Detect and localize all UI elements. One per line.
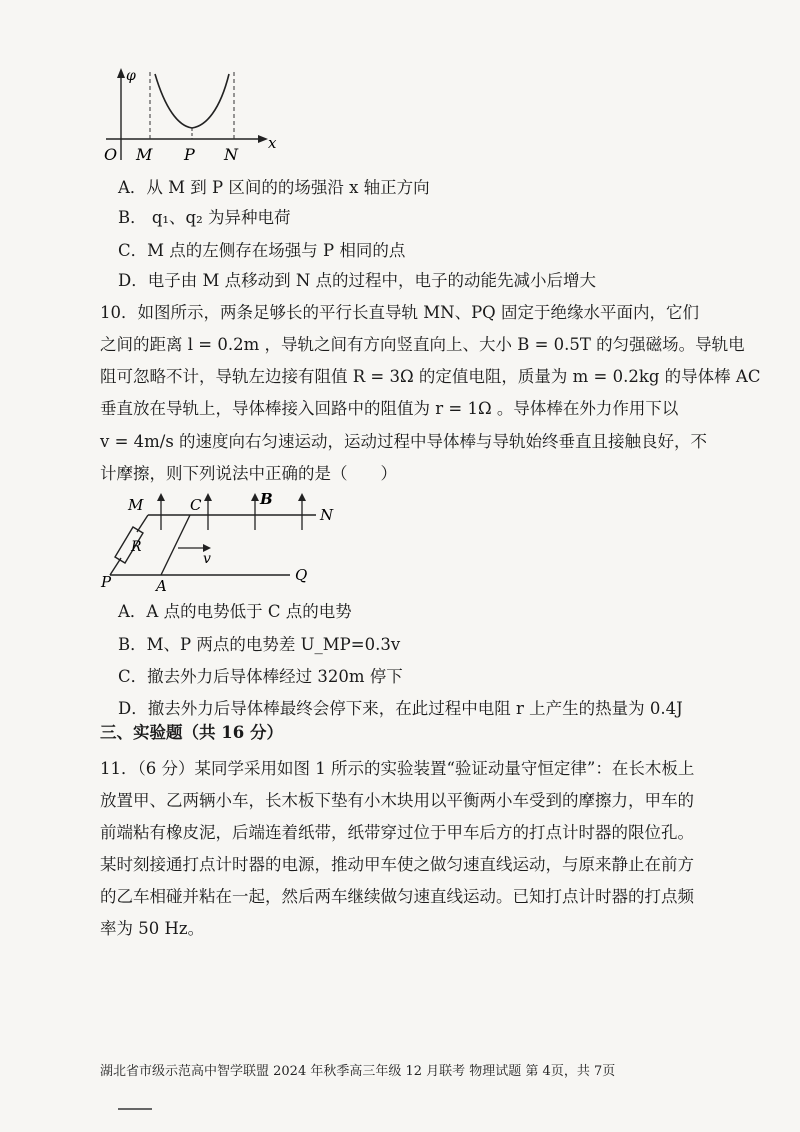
- resistor-lead-bottom: [110, 558, 121, 575]
- potential-curve: [155, 74, 229, 128]
- q11-line-1: 11．（6 分）某同学采用如图 1 所示的实验装置“验证动量守恒定律”：在长木板上: [100, 759, 695, 778]
- label-c: C: [190, 496, 202, 514]
- label-m: M: [128, 496, 144, 514]
- graph-tick-n: N: [224, 145, 238, 164]
- q9-option-c: C．M 点的左侧存在场强与 P 相同的点: [118, 241, 406, 260]
- rail-diagram: [0, 488, 800, 598]
- label-r: R: [131, 539, 142, 555]
- q11-line-2: 放置甲、乙两辆小车，长木板下垫有小木块用以平衡两小车受到的摩擦力，甲车的: [100, 791, 694, 810]
- graph-origin: O: [104, 145, 118, 164]
- graph-x-arrow: [258, 135, 268, 143]
- potential-graph: [0, 0, 800, 175]
- graph-x-label: x: [268, 134, 277, 152]
- bottom-mark: [118, 1108, 152, 1110]
- graph-tick-p: P: [184, 145, 195, 164]
- page-footer: 湖北省市级示范高中智学联盟 2024 年秋季高三年级 12 月联考 物理试题 第 4页，共 7页: [100, 1064, 616, 1079]
- q10-line-6: 计摩擦，则下列说法中正确的是（ ）: [100, 464, 397, 483]
- label-n: N: [320, 506, 334, 524]
- section-heading: 三、实验题（共 16 分）: [100, 723, 283, 742]
- label-p: P: [101, 573, 112, 591]
- q9-option-a: A．从 M 到 P 区间的的场强沿 x 轴正方向: [118, 178, 430, 197]
- label-a: A: [156, 577, 167, 595]
- q11-line-6: 率为 50 Hz。: [100, 919, 205, 938]
- q11-line-5: 的乙车相碰并粘在一起，然后两车继续做匀速直线运动。已知打点计时器的打点频: [100, 887, 694, 906]
- graph-y-arrow: [117, 68, 125, 78]
- field-arrowhead-4: [298, 493, 306, 501]
- graph-y-label: φ: [126, 68, 136, 84]
- q10-option-b: B．M、P 两点的电势差 U_MP=0.3v: [118, 635, 401, 654]
- field-arrowhead-2: [204, 493, 212, 501]
- resistor-lead-top: [137, 515, 148, 532]
- q10-line-3: 阻可忽略不计，导轨左边接有阻值 R = 3Ω 的定值电阻，质量为 m = 0.2kg 的导体棒 AC: [100, 367, 761, 386]
- q11-line-4: 某时刻接通打点计时器的电源，推动甲车使之做匀速直线运动，与原来静止在前方: [100, 855, 694, 874]
- field-arrowhead-3: [251, 493, 259, 501]
- field-arrowhead-1: [157, 493, 165, 501]
- q10-line-1: 10．如图所示，两条足够长的平行长直导轨 MN、PQ 固定于绝缘水平面内，它们: [100, 303, 699, 322]
- q10-line-2: 之间的距离 l = 0.2m ，导轨之间有方向竖直向上、大小 B = 0.5T 的匀强磁场。导轨电: [100, 335, 745, 354]
- q10-option-a: A．A 点的电势低于 C 点的电势: [118, 602, 352, 621]
- q10-line-5: v = 4m/s 的速度向右匀速运动，运动过程中导体棒与导轨始终垂直且接触良好，不: [100, 432, 708, 451]
- rod-ac: [161, 515, 190, 575]
- label-q: Q: [295, 566, 308, 584]
- label-v: v: [203, 551, 211, 567]
- graph-tick-m: M: [136, 145, 153, 164]
- label-b: B: [260, 490, 273, 508]
- q10-line-4: 垂直放在导轨上，导体棒接入回路中的阻值为 r = 1Ω 。导体棒在外力作用下以: [100, 399, 679, 418]
- q9-option-b: B． q₁、q₂ 为异种电荷: [118, 208, 291, 227]
- q10-option-d: D．撤去外力后导体棒最终会停下来，在此过程中电阻 r 上产生的热量为 0.4J: [118, 699, 683, 718]
- q10-option-c: C．撤去外力后导体棒经过 320m 停下: [118, 667, 403, 686]
- q11-line-3: 前端粘有橡皮泥，后端连着纸带，纸带穿过位于甲车后方的打点计时器的限位孔。: [100, 823, 694, 842]
- q9-option-d: D．电子由 M 点移动到 N 点的过程中，电子的动能先减小后增大: [118, 271, 597, 290]
